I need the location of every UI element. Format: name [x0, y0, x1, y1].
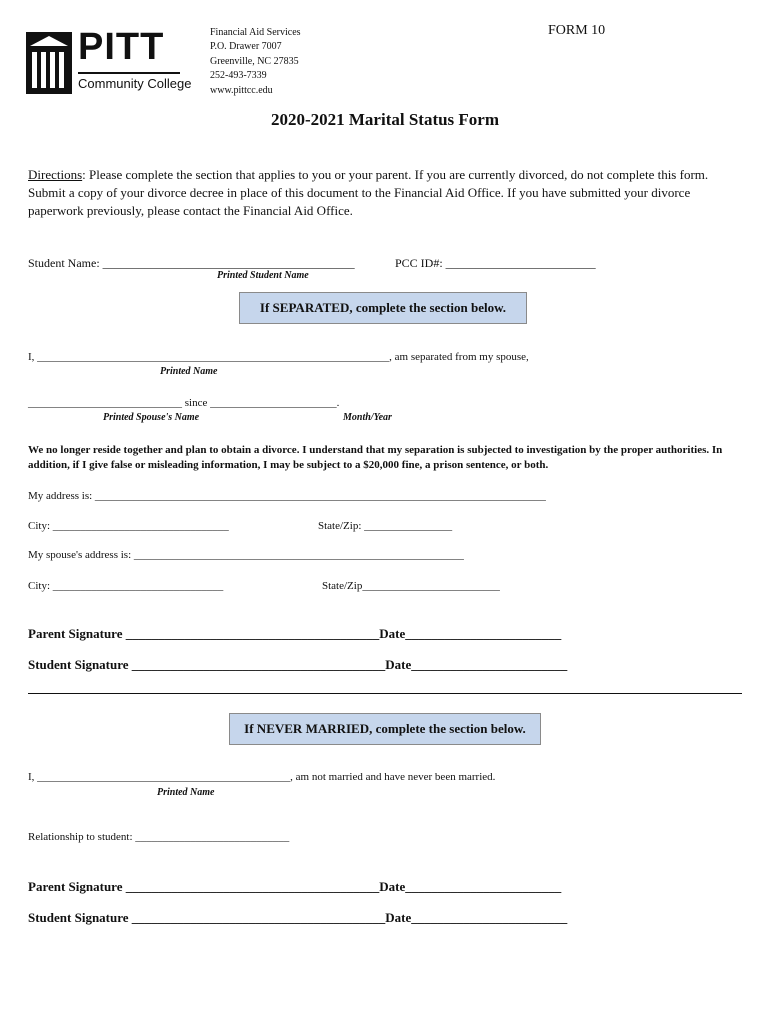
office-website: www.pittcc.edu [210, 84, 273, 96]
spouse-address-field[interactable]: My spouse's address is: ____________________________________________________________ [28, 549, 464, 561]
my-state-zip-field[interactable]: State/Zip: ________________ [318, 520, 453, 532]
student-name-caption: Printed Student Name [217, 270, 309, 281]
never-married-section-header: If NEVER MARRIED, complete the section below. [229, 713, 541, 745]
separated-parent-signature[interactable]: Parent Signature _______________________________________Date________________________ [28, 626, 562, 641]
separation-statement: We no longer reside together and plan to obtain a divorce. I understand that my separation is subjected to investigation by the proper authorities. In addition, if I give false or misleading information, I may be subject to a $20,000 fine, a prison sentence, or both. [28, 444, 723, 471]
office-address [210, 26, 301, 98]
spouse-name-caption: Printed Spouse's Name [103, 412, 200, 423]
logo-subtitle: Community College [78, 76, 192, 91]
never-married-parent-signature[interactable]: Parent Signature _______________________________________Date________________________ [28, 879, 562, 894]
never-married-name-field[interactable]: I, ______________________________________________, am not married and have never been married. [28, 771, 496, 783]
directions-text: : Please complete the section that applies to you or your parent. If you are currently divorced, do not complete this form. Submit a copy of your divorce decree in place of this document to the Financial Aid Office. If you have submitted your divorce paperwork previously, please contact the Financial Aid Office. [28, 167, 709, 218]
office-phone: 252-493-7339 [210, 70, 267, 82]
my-city-field[interactable]: City: ________________________________ [28, 520, 229, 532]
pcc-id-field[interactable]: PCC ID#: _________________________ [395, 256, 596, 270]
logo-divider [78, 72, 180, 74]
spouse-city-field[interactable]: City: _______________________________ [28, 580, 224, 592]
college-logo [26, 26, 192, 94]
separated-name-caption: Printed Name [160, 366, 218, 377]
directions-label: Directions [28, 167, 83, 182]
office-city: Greenville, NC 27835 [210, 55, 299, 67]
month-year-caption: Month/Year [343, 412, 392, 423]
section-divider [28, 693, 742, 694]
relationship-field[interactable]: Relationship to student: ____________________________ [28, 831, 290, 843]
separated-name-field[interactable]: I, ________________________________________________________________, am separated from my spouse, [28, 351, 529, 363]
office-name: Financial Aid Services [210, 27, 301, 38]
office-po-box: P.O. Drawer 7007 [210, 41, 282, 53]
never-married-student-signature[interactable]: Student Signature _______________________________________Date________________________ [28, 910, 568, 925]
separated-student-signature[interactable]: Student Signature _______________________________________Date________________________ [28, 657, 568, 672]
separated-section-header: If SEPARATED, complete the section below. [239, 292, 527, 324]
directions [28, 166, 743, 220]
page-title: 2020-2021 Marital Status Form [270, 110, 500, 129]
spouse-since-field[interactable]: ____________________________ since _______________________. [28, 397, 340, 409]
my-address-field[interactable]: My address is: __________________________________________________________________________________ [28, 490, 546, 502]
never-married-name-caption: Printed Name [157, 787, 215, 798]
form-number: FORM 10 [548, 23, 606, 38]
spouse-state-zip-field[interactable]: State/Zip_________________________ [322, 580, 500, 592]
logo-name: PITT [78, 26, 165, 68]
student-name-field[interactable]: Student Name: __________________________________________ [28, 256, 355, 270]
